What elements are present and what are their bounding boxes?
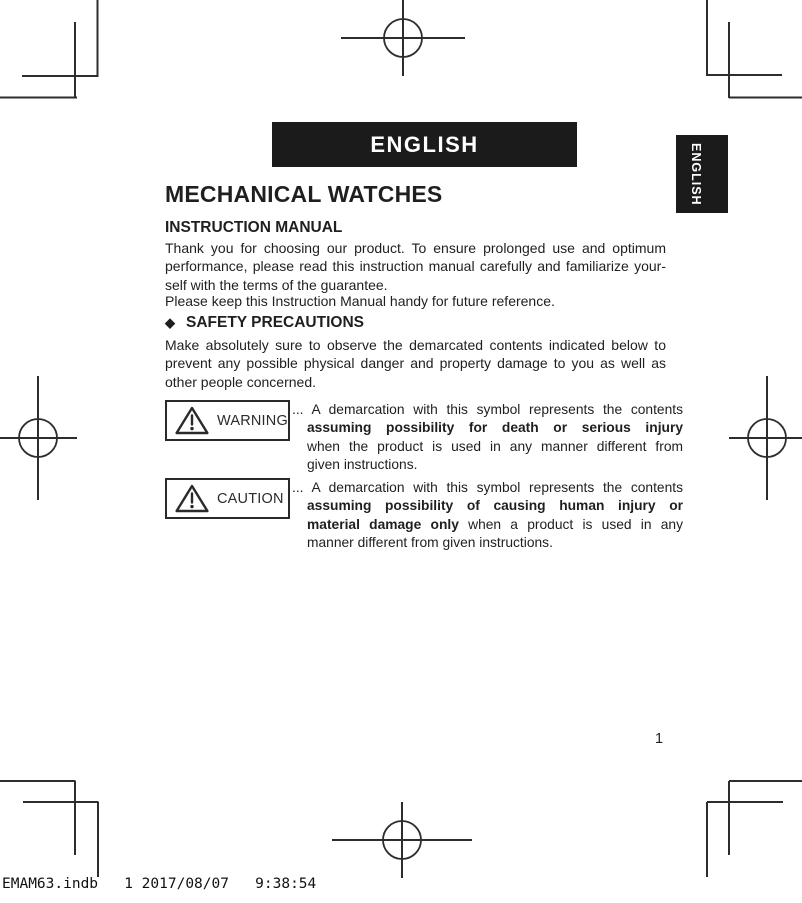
caution-triangle-icon xyxy=(174,483,210,514)
safety-precautions-heading xyxy=(165,314,364,332)
language-banner-label: ENGLISH xyxy=(370,131,479,157)
diamond-bullet-icon: ◆ xyxy=(165,315,175,330)
keep-manual-paragraph: Please keep this Instruction Manual handy for future reference. xyxy=(165,293,555,309)
crop-mark-bottom-left xyxy=(0,781,99,877)
notice-text-line: when the product is used in any manner different from xyxy=(307,438,683,454)
language-side-tab xyxy=(676,135,728,213)
notice-text-line: ... A demarcation with this symbol represents the contents xyxy=(292,480,683,495)
instruction-manual-heading: INSTRUCTION MANUAL xyxy=(165,219,343,236)
notice-text-line: assuming possibility for death or serious injury xyxy=(307,420,683,436)
notice-text-line: given instructions. xyxy=(307,457,418,473)
notice-text-line: assuming possibility of causing human injury or xyxy=(307,498,683,514)
notice-text-line: manner different from given instructions. xyxy=(307,535,553,551)
safety-precautions-label: SAFETY PRECAUTIONS xyxy=(186,314,364,331)
warning-description xyxy=(292,401,683,475)
language-side-tab-label: ENGLISH xyxy=(689,142,703,206)
register-mark-right-middle xyxy=(729,376,802,500)
register-mark-left-middle xyxy=(0,376,77,500)
print-footer: EMAM63.indb 1 2017/08/07 9:38:54 xyxy=(2,876,317,892)
crop-mark-top-left xyxy=(0,0,99,99)
notice-text-line: ... A demarcation with this symbol represents the contents xyxy=(292,402,683,417)
safety-paragraph: Make absolutely sure to observe the demarcated contents indicated below to prevent any possible physical danger and property damage to you as well as other people concerned. xyxy=(165,337,666,390)
crop-mark-bottom-right xyxy=(707,781,802,877)
caution-description xyxy=(292,479,683,553)
warning-triangle-icon xyxy=(174,405,210,436)
register-mark-bottom-center xyxy=(332,802,472,878)
notice-text-line: material damage only when a product is used in any xyxy=(307,516,683,532)
intro-paragraph: Thank you for choosing our product. To ensure prolonged use and optimum performance, please read this instruction manual carefully and familiarize your-self with the terms of the guarantee. xyxy=(165,240,666,293)
register-mark-top-center xyxy=(341,0,465,76)
warning-label: WARNING xyxy=(217,412,288,429)
crop-mark-top-right xyxy=(707,0,802,98)
page-number: 1 xyxy=(654,731,664,747)
warning-box xyxy=(165,400,290,441)
caution-box xyxy=(165,478,290,519)
language-banner xyxy=(272,122,577,167)
page-title: MECHANICAL WATCHES xyxy=(165,181,443,207)
caution-label: CAUTION xyxy=(217,490,284,507)
